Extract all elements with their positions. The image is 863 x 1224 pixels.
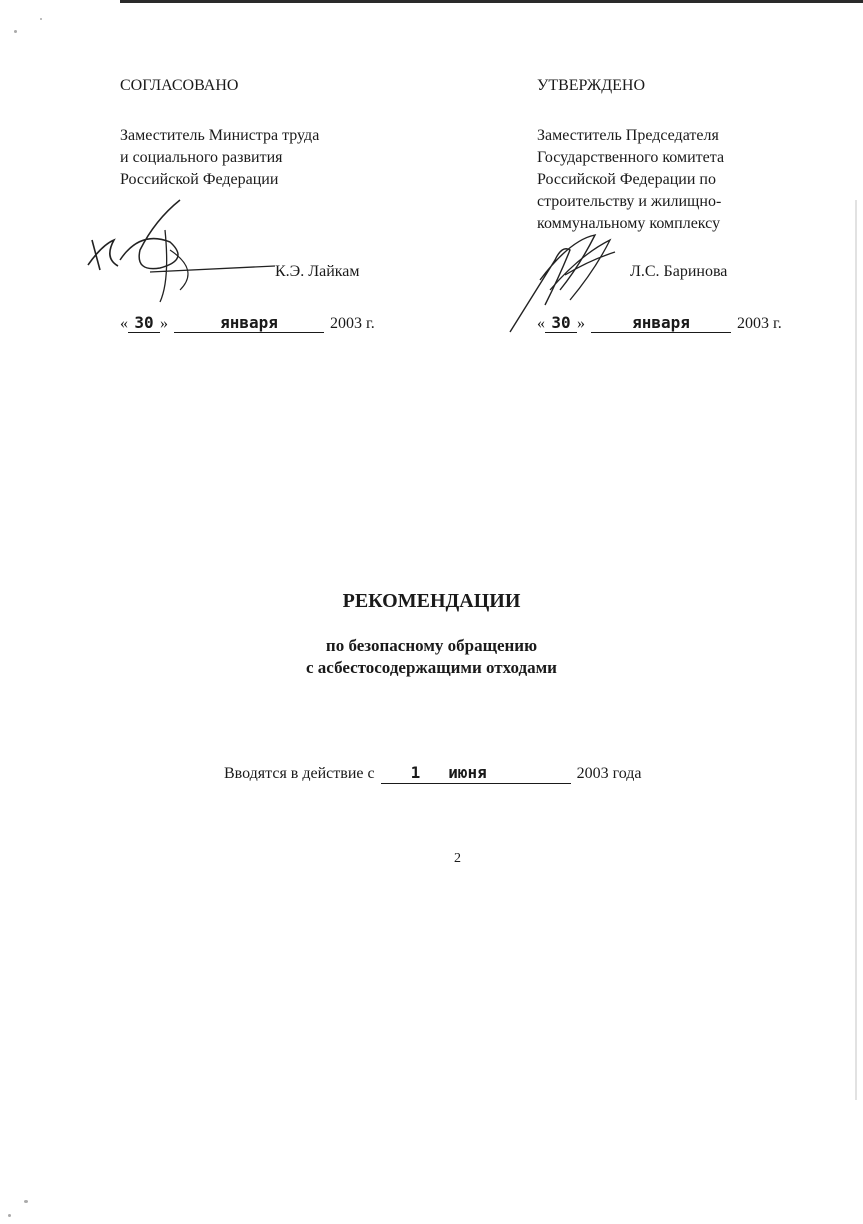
position-line: Российской Федерации xyxy=(120,171,279,188)
signer-name-right: Л.С. Баринова xyxy=(630,263,728,280)
quote-open: « xyxy=(537,315,545,332)
quote-open: « xyxy=(120,315,128,332)
position-line: коммунальному комплексу xyxy=(537,215,721,232)
effective-suffix: 2003 года xyxy=(576,765,642,782)
quote-close: » xyxy=(160,315,168,332)
position-line: Российской Федерации по xyxy=(537,171,716,188)
approval-heading-right: УТВЕРЖДЕНО xyxy=(537,77,646,94)
position-line: Государственного комитета xyxy=(537,149,725,166)
quote-close: » xyxy=(577,315,585,332)
document-subtitle-line: по безопасному обращению xyxy=(325,636,538,655)
signer-name-left: К.Э. Лайкам xyxy=(275,263,360,280)
scan-speck xyxy=(14,30,17,33)
effective-day: 1 xyxy=(410,763,421,782)
date-month: января xyxy=(174,314,324,333)
scan-speck xyxy=(40,18,42,20)
position-line: Заместитель Министра труда xyxy=(120,127,320,144)
page-number: 2 xyxy=(454,851,461,866)
effective-prefix: Вводятся в действие с xyxy=(224,765,375,782)
approval-date-right xyxy=(537,314,782,336)
date-day: 30 xyxy=(545,314,577,333)
signature-left xyxy=(80,190,280,310)
position-line: строительству и жилищно- xyxy=(537,193,722,210)
approval-block-left xyxy=(120,75,420,191)
position-line: и социального развития xyxy=(120,149,283,166)
approval-heading-left: СОГЛАСОВАНО xyxy=(120,77,239,94)
scan-speck xyxy=(24,1200,28,1203)
date-year: 2003 г. xyxy=(330,315,375,332)
scan-speck xyxy=(8,1214,11,1217)
date-day: 30 xyxy=(128,314,160,333)
top-border-line xyxy=(120,0,863,3)
date-year: 2003 г. xyxy=(737,315,782,332)
document-title-area xyxy=(0,590,863,679)
document-subtitle-line: с асбестосодержащими отходами xyxy=(306,658,557,677)
approval-date-left xyxy=(120,314,375,336)
approval-block-right xyxy=(537,75,837,235)
effective-date-field xyxy=(381,764,571,784)
position-line: Заместитель Председателя xyxy=(537,127,719,144)
document-title: РЕКОМЕНДАЦИИ xyxy=(342,590,521,612)
date-month: января xyxy=(591,314,731,333)
effective-month: июня xyxy=(448,763,487,782)
effective-date-line xyxy=(224,764,642,784)
